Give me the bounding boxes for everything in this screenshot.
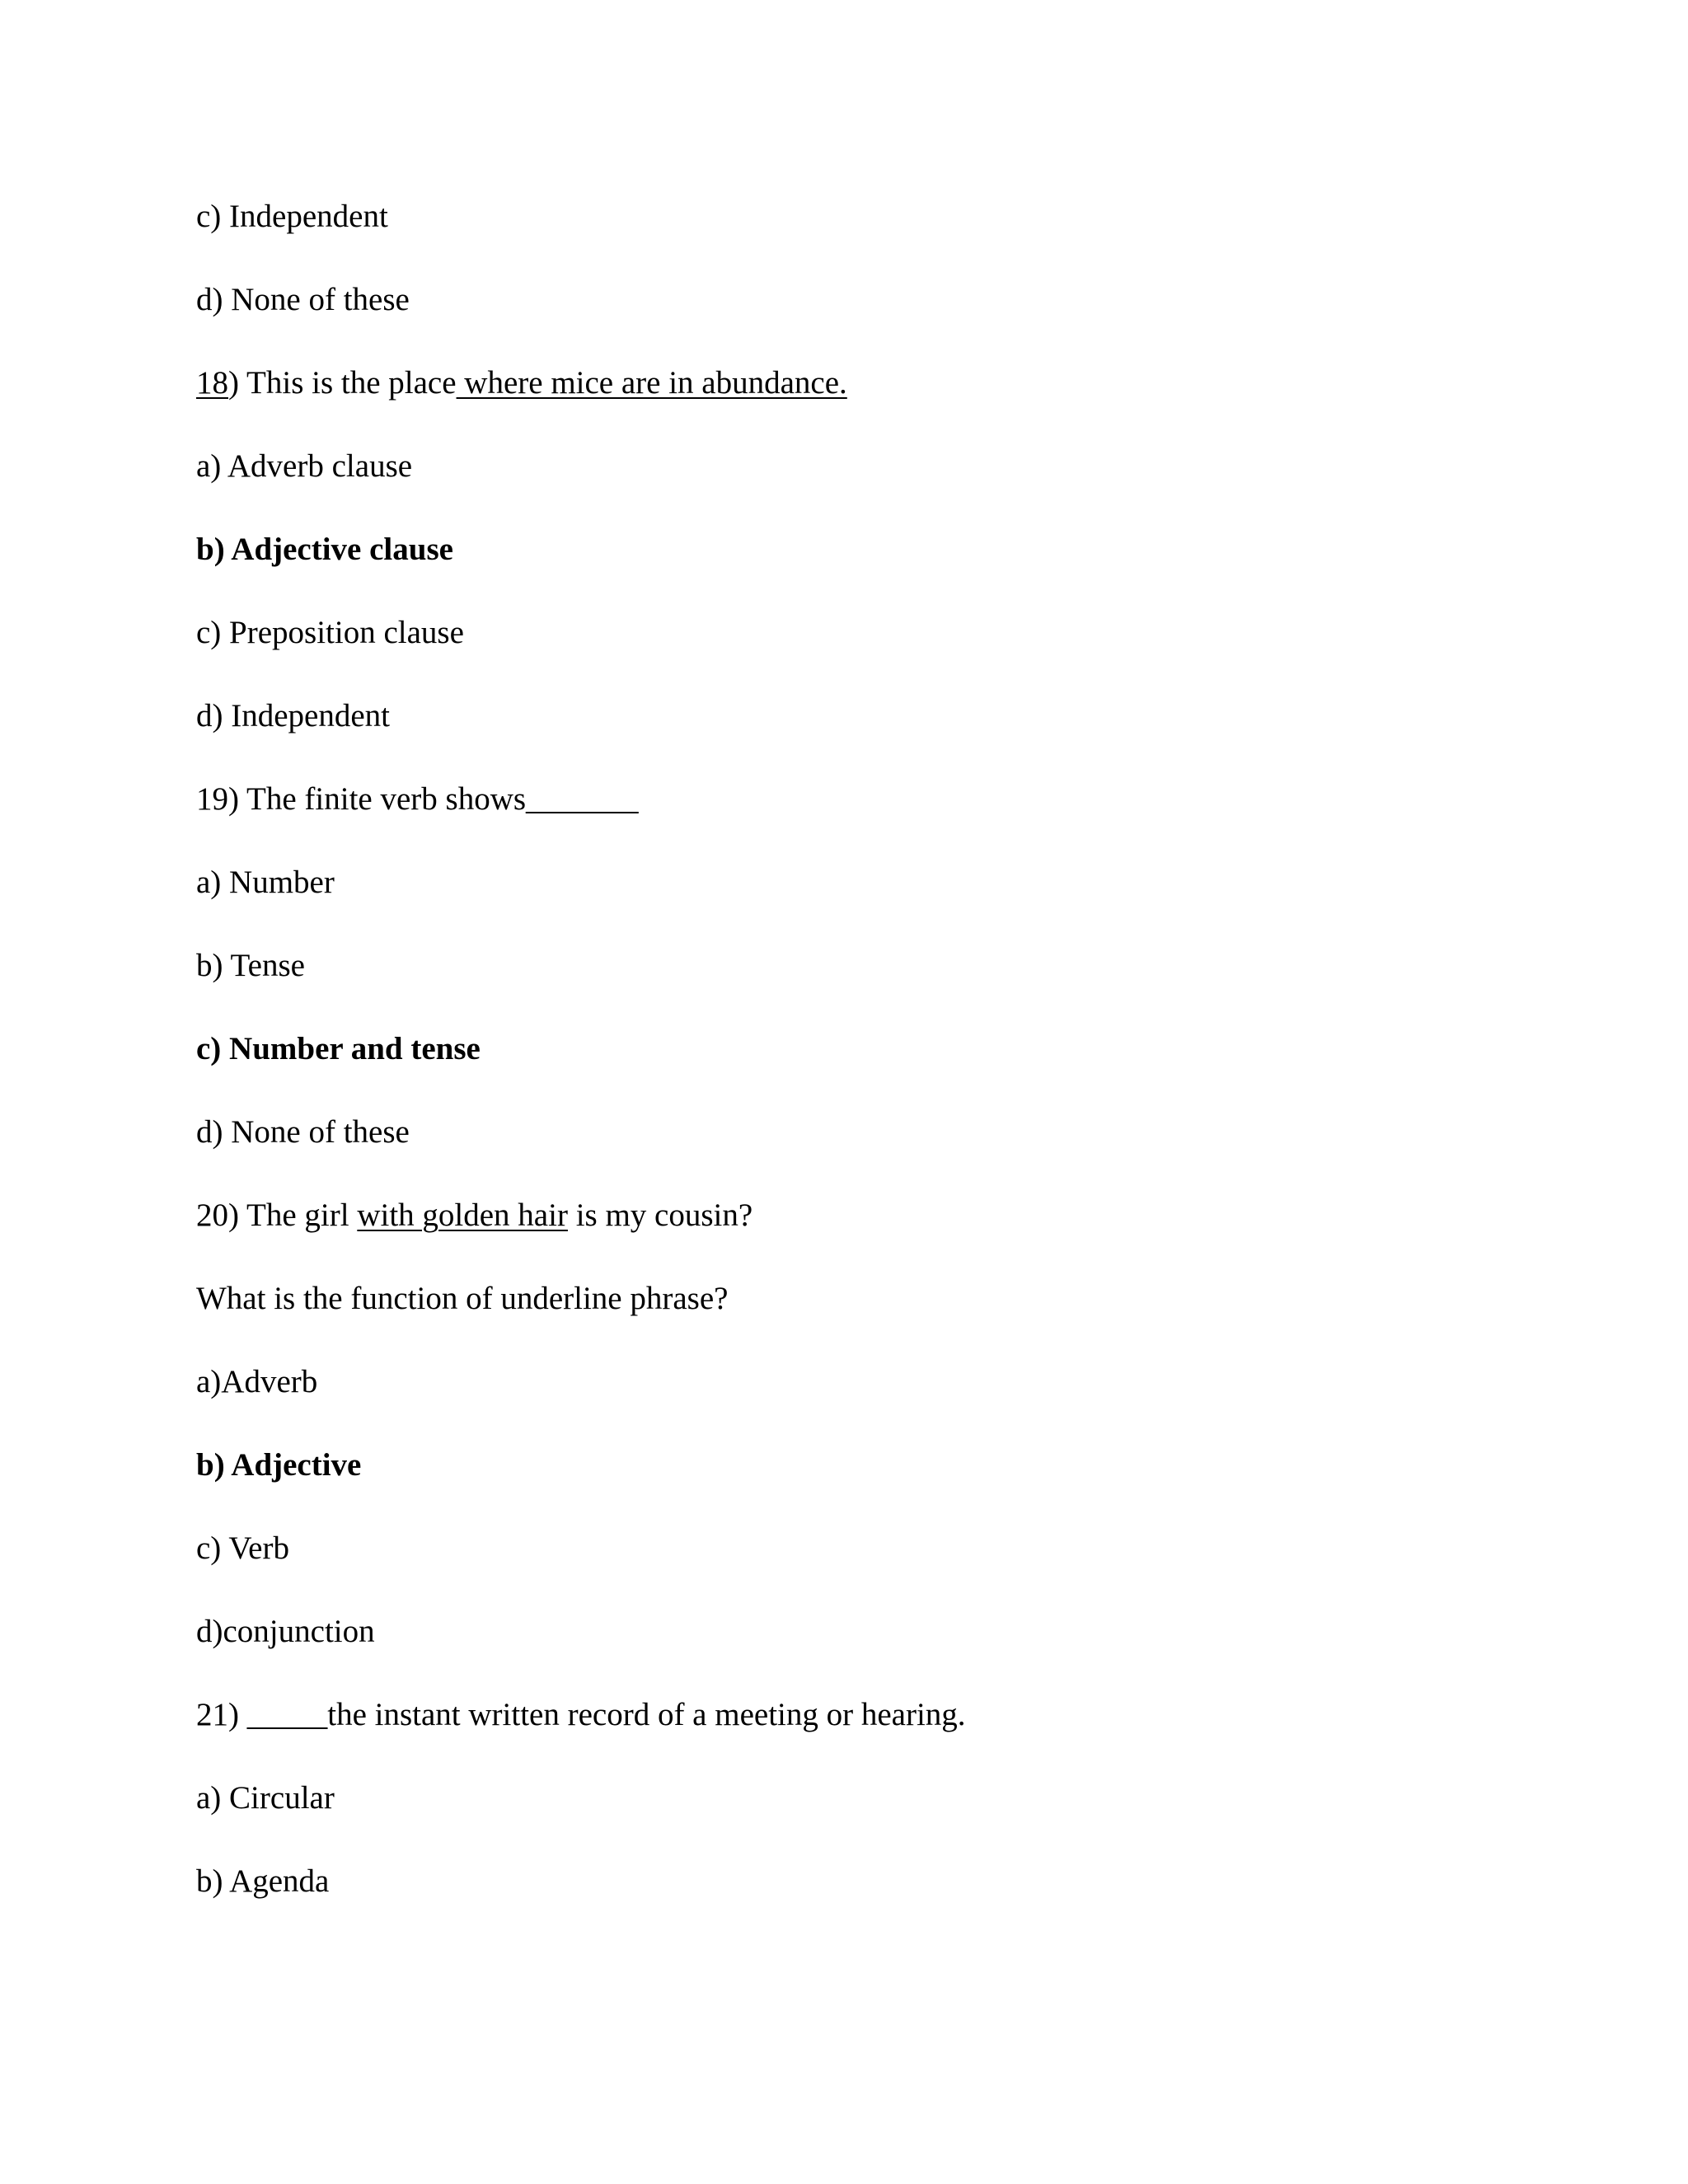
q20-option-a: a)Adverb (196, 1364, 318, 1399)
question-20-text-end: is my cousin? (567, 1197, 753, 1233)
question-19: 19) The finite verb shows_______ (196, 781, 639, 817)
q19-option-b: b) Tense (196, 948, 305, 983)
question-20-text-start: 20) The girl (196, 1197, 358, 1233)
q20-option-d: d)conjunction (196, 1614, 375, 1649)
question-20 (196, 1197, 753, 1235)
question-20-underlined-phrase: with golden hair (357, 1197, 568, 1233)
question-20-prompt: What is the function of underline phrase? (196, 1281, 729, 1316)
q19-option-a: a) Number (196, 865, 335, 900)
q20-option-c: c) Verb (196, 1530, 289, 1566)
q19-option-d: d) None of these (196, 1114, 410, 1150)
q18-option-a: a) Adverb clause (196, 448, 413, 484)
q21-option-b: b) Agenda (196, 1863, 330, 1899)
question-18-number: 18 (196, 365, 228, 401)
q17-option-c: c) Independent (196, 199, 388, 234)
question-18-text: ) This is the place (228, 365, 457, 401)
q17-option-d: d) None of these (196, 282, 410, 317)
question-18-underlined-clause: where mice are in abundance. (456, 365, 847, 401)
question-18 (196, 364, 847, 402)
q18-option-d: d) Independent (196, 698, 390, 733)
q21-option-a: a) Circular (196, 1780, 335, 1816)
question-21: 21) _____the instant written record of a meeting or hearing. (196, 1697, 966, 1732)
q18-option-b-answer: b) Adjective clause (196, 532, 453, 567)
q18-option-c: c) Preposition clause (196, 615, 464, 650)
q19-option-c-answer: c) Number and tense (196, 1031, 481, 1066)
q20-option-b-answer: b) Adjective (196, 1447, 362, 1483)
